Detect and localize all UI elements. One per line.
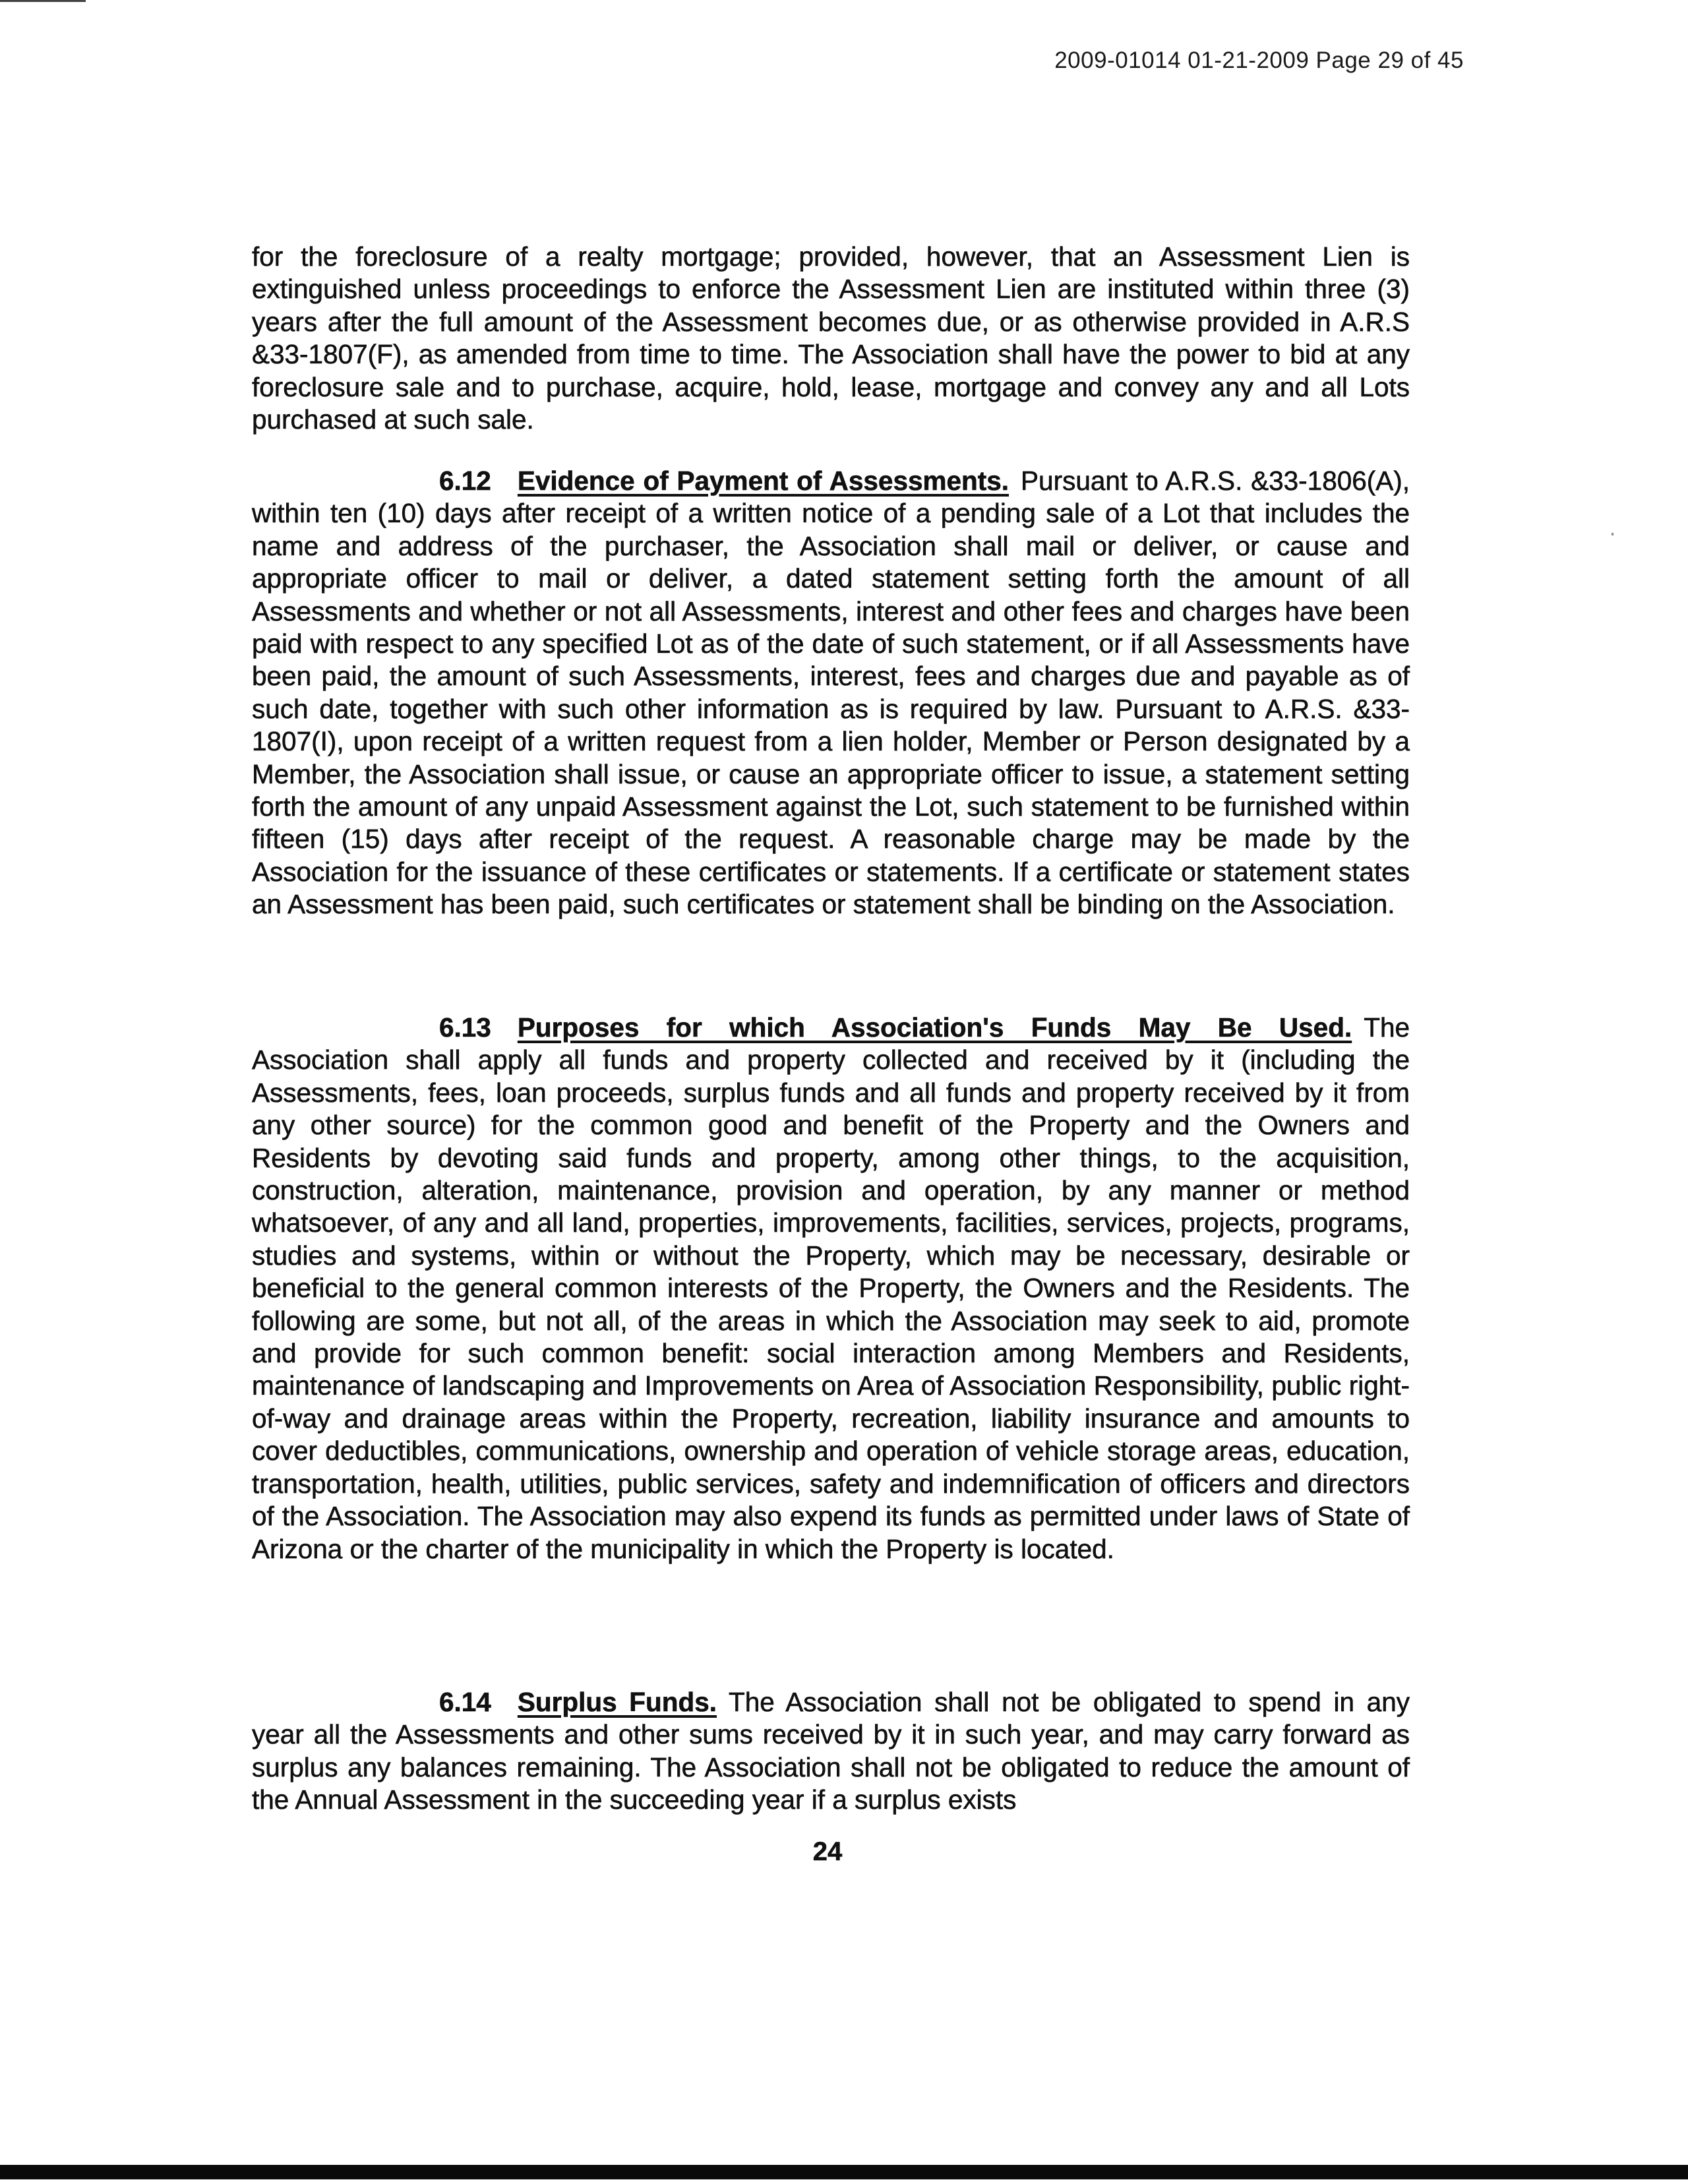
- section-paragraph: [252, 1686, 1410, 1817]
- section-6-12: [252, 465, 1410, 921]
- section-paragraph: [252, 465, 1410, 921]
- section-number: 6.12: [439, 466, 491, 496]
- section-6-14: [252, 1686, 1410, 1817]
- section-number: 6.14: [439, 1687, 491, 1717]
- top-edge-rule: [0, 0, 86, 2]
- section-number: 6.13: [439, 1012, 491, 1043]
- section-title: Purposes for which Association's Funds May Be Used.: [517, 1012, 1352, 1043]
- continuation-paragraph: [252, 241, 1410, 436]
- paragraph-text: for the foreclosure of a realty mortgage; provided, however, that an Assessment Lien is extinguished unless proceedings to enforce the Assessment Lien are instituted within three (3) years after the full amount of the Assessment becomes due, or as otherwise provided in A.R.S &33-1807(F), as amended from time to time. The Association shall have the power to bid at any foreclosure sale and to purchase, acquire, hold, lease, mortgage and convey any and all Lots purchased at such sale.: [252, 241, 1410, 435]
- section-title: Evidence of Payment of Assessments.: [517, 466, 1010, 496]
- document-stamp-header: 2009-01014 01-21-2009 Page 29 of 45: [1054, 47, 1464, 73]
- section-6-13: [252, 1012, 1410, 1565]
- section-title: Surplus Funds.: [517, 1687, 717, 1717]
- section-body: The Association shall not be obligated to spend in any year all the Assessments and other sums received by it in such year, and may carry forward as surplus any balances remaining. The Association shall not be obligated to reduce the amount of the Annual Assessment in the succeeding year if a surplus exists: [252, 1687, 1410, 1815]
- bottom-scan-bar: [0, 2165, 1688, 2179]
- page-number: 24: [812, 1837, 843, 1866]
- section-paragraph: [252, 1012, 1410, 1565]
- section-body: Pursuant to A.R.S. &33-1806(A), within ten (10) days after receipt of a written notice of a pending sale of a Lot that includes the name and address of the purchaser, the Association shall mail or deliver, or cause and appropriate officer to mail or deliver, a dated statement setting forth the amount of all Assessments and whether or not all Assessments, interest and other fees and charges have been paid with respect to any specified Lot as of the date of such statement, or if all Assessments have been paid, the amount of such Assessments, interest, fees and charges due and payable as of such date, together with such other information as is required by law. Pursuant to A.R.S. &33-1807(I), upon receipt of a written request from a lien holder, Member or Person designated by a Member, the Association shall issue, or cause an appropriate officer to issue, a statement setting forth the amount of any unpaid Assessment against the Lot, such statement to be furnished within fifteen (15) days after receipt of the request. A reasonable charge may be made by the Association for the issuance of these certificates or statements. If a certificate or statement states an Assessment has been paid, such certificates or statement shall be binding on the Association.: [252, 466, 1410, 920]
- section-body: The Association shall apply all funds and property collected and received by it (including the Assessments, fees, loan proceeds, surplus funds and all funds and property received by it from any other source) for the common good and benefit of the Property and the Owners and Residents by devoting said funds and property, among other things, to the acquisition, construction, alteration, maintenance, provision and operation, by any manner or method whatsoever, of any and all land, properties, improvements, facilities, services, projects, programs, studies and systems, within or without the Property, which may be necessary, desirable or beneficial to the general common interests of the Property, the Owners and the Residents. The following are some, but not all, of the areas in which the Association may seek to aid, promote and provide for such common benefit: social interaction among Members and Residents, maintenance of landscaping and Improvements on Area of Association Responsibility, public right-of-way and drainage areas within the Property, recreation, liability insurance and amounts to cover deductibles, communications, ownership and operation of vehicle storage areas, education, transportation, health, utilities, public services, safety and indemnification of officers and directors of the Association. The Association may also expend its funds as permitted under laws of State of Arizona or the charter of the municipality in which the Property is located.: [252, 1012, 1410, 1564]
- scan-speck: [1612, 533, 1613, 535]
